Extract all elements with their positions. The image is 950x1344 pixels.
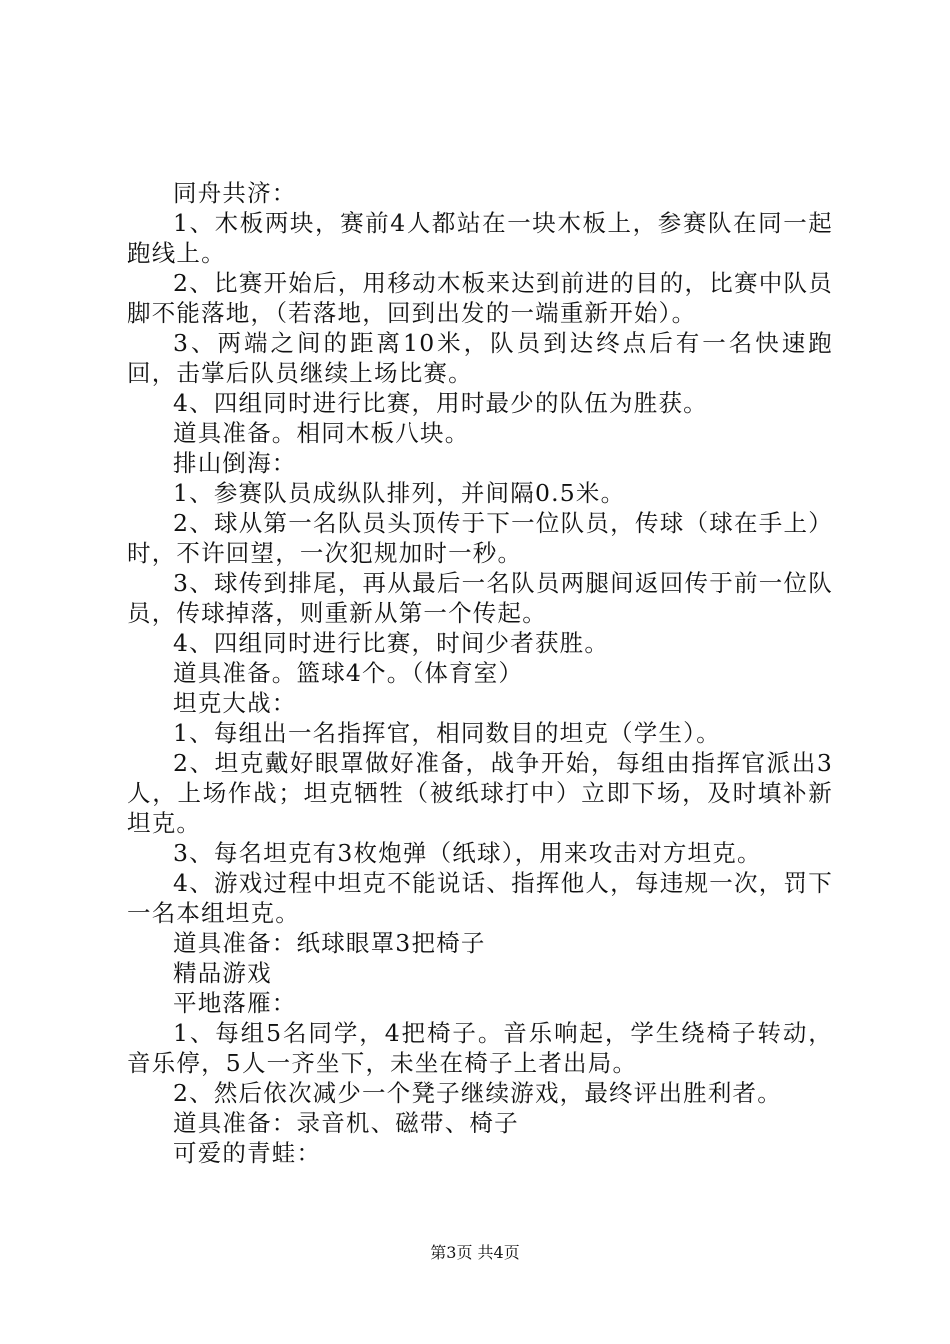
page-number: 第3页 共4页 bbox=[430, 1243, 520, 1262]
paragraph: 1、木板两块，赛前4人都站在一块木板上，参赛队在同一起跑线上。 bbox=[127, 209, 833, 267]
paragraph: 3、球传到排尾，再从最后一名队员两腿间返回传于前一位队员，传球掉落，则重新从第一个传起。 bbox=[127, 569, 833, 627]
paragraph: 3、每名坦克有3枚炮弹（纸球），用来攻击对方坦克。 bbox=[173, 839, 762, 867]
paragraph: 4、游戏过程中坦克不能说话、指挥他人，每违规一次，罚下一名本组坦克。 bbox=[127, 869, 833, 927]
props-line: 道具准备：纸球眼罩3把椅子 bbox=[173, 929, 486, 957]
props-line: 道具准备。相同木板八块。 bbox=[173, 419, 470, 447]
paragraph: 2、球从第一名队员头顶传于下一位队员，传球（球在手上）时，不许回望，一次犯规加时一秒。 bbox=[127, 509, 833, 567]
document-body bbox=[127, 178, 833, 1168]
section-heading-jingpin: 精品游戏 bbox=[173, 959, 272, 987]
page-footer bbox=[0, 1243, 950, 1263]
paragraph: 3、两端之间的距离10米，队员到达终点后有一名快速跑回，击掌后队员继续上场比赛。 bbox=[127, 329, 833, 387]
section-heading-pingdi: 平地落雁： bbox=[173, 989, 297, 1017]
paragraph: 4、四组同时进行比赛，时间少者获胜。 bbox=[173, 629, 610, 657]
section-heading-qingwa: 可爱的青蛙： bbox=[173, 1139, 322, 1167]
section-heading-tongzhou: 同舟共济： bbox=[173, 179, 297, 207]
paragraph: 2、比赛开始后，用移动木板来达到前进的目的，比赛中队员脚不能落地，（若落地，回到出发的一端重新开始）。 bbox=[127, 269, 833, 327]
section-heading-tanke: 坦克大战： bbox=[173, 689, 297, 717]
paragraph: 1、每组出一名指挥官，相同数目的坦克（学生）。 bbox=[173, 719, 721, 747]
section-heading-paishan: 排山倒海： bbox=[173, 449, 297, 477]
paragraph: 1、参赛队员成纵队排列，并间隔0.5米。 bbox=[173, 479, 626, 507]
paragraph: 1、每组5名同学，4把椅子。音乐响起，学生绕椅子转动，音乐停，5人一齐坐下，未坐在椅子上者出局。 bbox=[127, 1019, 833, 1077]
props-line: 道具准备。篮球4个。（体育室） bbox=[173, 659, 524, 687]
props-line: 道具准备：录音机、磁带、椅子 bbox=[173, 1109, 519, 1137]
paragraph: 2、坦克戴好眼罩做好准备，战争开始，每组由指挥官派出3人，上场作战；坦克牺牲（被纸球打中）立即下场，及时填补新坦克。 bbox=[127, 749, 833, 837]
paragraph: 2、然后依次减少一个凳子继续游戏，最终评出胜利者。 bbox=[173, 1079, 782, 1107]
paragraph: 4、四组同时进行比赛，用时最少的队伍为胜获。 bbox=[173, 389, 708, 417]
